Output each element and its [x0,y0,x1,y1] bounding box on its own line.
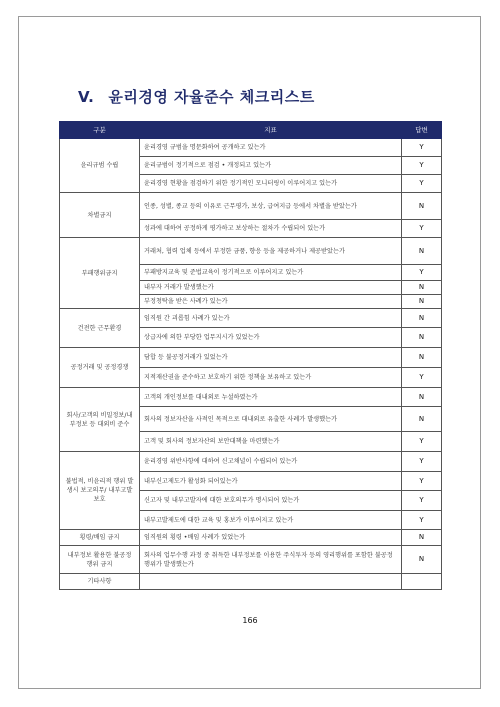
indicator-cell: 임직원 간 괴롭힘 사례가 있는가 [140,309,402,328]
indicator-cell: 임직원의 횡령 •배임 사례가 있었는가 [140,530,402,546]
answer-cell: Y [402,472,442,491]
section-title: 윤리경영 자율준수 체크리스트 [108,88,315,106]
table-row [60,546,442,574]
indicator-cell: 상급자에 의한 부당한 업무지시가 있었는가 [140,328,402,348]
table-row [60,574,442,590]
page-number: 166 [242,616,258,625]
indicator-cell: 내부자 거래가 발생했는가 [140,281,402,295]
answer-cell: Y [402,139,442,157]
indicator-cell: 부정청탁을 받은 사례가 있는가 [140,295,402,309]
indicator-cell: 담합 등 불공정거래가 있었는가 [140,348,402,368]
indicator-cell: 인종, 성별, 종교 등의 이유로 근무평가, 보상, 급여지급 등에서 차별을 받았는가 [140,193,402,220]
table-row [60,530,442,546]
table-row [60,348,442,368]
answer-cell: N [402,281,442,295]
answer-cell: N [402,295,442,309]
answer-cell: N [402,530,442,546]
indicator-cell: 신고자 및 내부고발자에 대한 보호의무가 명시되어 있는가 [140,491,402,511]
section-number: V. [78,88,95,106]
indicator-cell: 지적재산권을 준수하고 보호하기 위한 정책을 보유하고 있는가 [140,368,402,388]
answer-cell: Y [402,265,442,281]
indicator-cell: 윤리경영 규범을 명문화하여 공개하고 있는가 [140,139,402,157]
table-row [60,452,442,472]
answer-cell: Y [402,511,442,530]
answer-cell: Y [402,157,442,175]
category-cell: 부패행위금지 [60,238,140,309]
answer-cell: Y [402,368,442,388]
category-cell: 건전한 근무환경 [60,309,140,348]
indicator-cell: 내부고발제도에 대한 교육 및 홍보가 이루어지고 있는가 [140,511,402,530]
indicator-cell: 성과에 대하여 공정하게 평가하고 보상하는 절차가 수립되어 있는가 [140,220,402,238]
indicator-cell: 윤리경영 위반사항에 대하여 신고채널이 수립되어 있는가 [140,452,402,472]
indicator-cell: 고객의 개인정보를 대내외로 누설하였는가 [140,388,402,407]
header-indicator: 지표 [140,122,402,139]
answer-cell: N [402,238,442,265]
checklist-table [59,121,442,590]
category-cell: 횡령/배임 금지 [60,530,140,546]
indicator-cell: 회사의 업무수행 과정 중 취득한 내부정보를 이용한 주식투자 등의 영리행위를 포함한 불공정행위가 발생했는가 [140,546,402,574]
answer-cell: Y [402,175,442,193]
category-cell: 회사/고객의 비밀정보/내부정보 등 대외비 준수 [60,388,140,452]
indicator-cell: 윤리규범이 정기적으로 점검 • 개정되고 있는가 [140,157,402,175]
answer-cell [402,574,442,590]
answer-cell: Y [402,432,442,452]
category-cell: 기타사항 [60,574,140,590]
answer-cell: N [402,546,442,574]
answer-cell: N [402,309,442,328]
indicator-cell: 부패방지교육 및 준법교육이 정기적으로 이루어지고 있는가 [140,265,402,281]
category-cell: 내부정보 활용한 불공정 행위 금지 [60,546,140,574]
answer-cell: N [402,193,442,220]
header-row [60,122,442,139]
indicator-cell: 거래처, 협력 업체 등에서 부정한 금품, 향응 등을 제공하거나 제공받았는가 [140,238,402,265]
category-cell: 윤리규범 수립 [60,139,140,193]
indicator-cell: 회사의 정보자산을 사적인 목적으로 대내외로 유출한 사례가 발생했는가 [140,407,402,432]
answer-cell: N [402,388,442,407]
table-row [60,238,442,265]
indicator-cell: 윤리경영 현황을 점검하기 위한 정기적인 모니터링이 이루어지고 있는가 [140,175,402,193]
page-title [78,86,315,107]
category-cell: 공정거래 및 공정경쟁 [60,348,140,388]
answer-cell: N [402,328,442,348]
category-cell: 불법적, 비윤리적 행위 발생시 보고의무/ 내부고발 보호 [60,452,140,530]
answer-cell: N [402,348,442,368]
indicator-cell: 고객 및 회사의 정보자산의 보안대책을 마련했는가 [140,432,402,452]
table-row [60,309,442,328]
indicator-cell [140,574,402,590]
answer-cell: Y [402,452,442,472]
indicator-cell: 내부신고제도가 활성화 되어있는가 [140,472,402,491]
header-answer: 답변 [402,122,442,139]
answer-cell: N [402,407,442,432]
header-category: 구분 [60,122,140,139]
answer-cell: Y [402,491,442,511]
category-cell: 차별금지 [60,193,140,238]
table-row [60,139,442,157]
table-row [60,388,442,407]
answer-cell: Y [402,220,442,238]
table-row [60,193,442,220]
